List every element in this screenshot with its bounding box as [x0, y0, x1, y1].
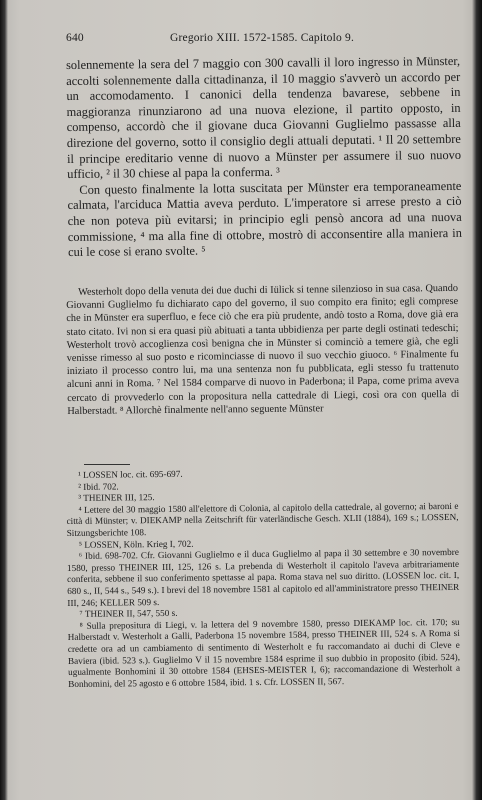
footnotes — [66, 466, 460, 690]
footnote: ¹ LOSSEN loc. cit. 695-697. — [77, 468, 183, 480]
main-paragraph: solennemente la sera del 7 maggio con 300 cavalli il loro ingresso in Münster, accolti solennemente dalla cittadinanza, il 10 maggio s'avverò un accordo per un accomodamento. I canonici della tendenza bavarese, sebbene in maggioranza rinunziarono ad una nuova elezione, il partito opposto, in compenso, accordò che il giovane duca Giovanni Guglielmo passasse alla direzione del governo, sotto il consiglio degli attuali deputati. ¹ Il 20 settembre il principe ereditario venne di nuovo a Münster per assumere il suo nuovo ufficio, ² il 30 chiese al papa la conferma. ³ — [66, 53, 462, 182]
footnote: ⁸ Sulla prepositura di Liegi, v. la lettera del 9 novembre 1580, presso DIEKAMP loc. cit. 170; su Halberstadt v. Westerholt a Galli, Paderbona 15 novembre 1584, presso THEINER III, 524 s. A Roma si credette ora ad un cambiamento di sentimento di Westerholt e fu raccomandato ai duchi di Cleve e Baviera (ibid. 523 s.). Guglielmo V il 15 novembre 1584 esprime il suo dubbio in proposito (ibid. 524), ugualmente Bonhomini il 30 ottobre 1584 (EHSES-MEISTER I, 6); raccomandazione di Westerholt a Bonhomini, del 25 agosto e 6 ottobre 1584, ibid. 1 s. Cfr. LOSSEN II, 567. — [67, 616, 461, 689]
main-paragraph: Con questo finalmente la lotta suscitata per Münster era temporaneamente calmata, l'arciduca Mattia aveva perduto. L'imperatore si arrese presto a ciò che non poteva più evitarsi; in principio egli pensò ancora ad una nuova commissione, ⁴ ma alla fine di ottobre, mostrò di acconsentire alla maniera in cui le cose si erano svolte. ⁵ — [67, 178, 462, 260]
footnote: ² Ibid. 702. — [78, 481, 119, 492]
page-number: 640 — [66, 32, 84, 44]
footnote: ³ THEINER III, 125. — [78, 492, 155, 504]
page-edge-shadow-left — [0, 0, 8, 800]
footnote: ⁴ Lettere del 30 maggio 1580 all'elettore di Colonia, al capitolo della cattedrale, al governo; ai baroni e città di Münster; v. DIEKAMP nella Zeitschrift für vaterländische Gesch. XLII (1884), 169 s.; LOSSEN, Sitzungsberichte 108. — [66, 500, 459, 538]
footnote: ⁵ LOSSEN, Köln. Krieg I, 702. — [78, 538, 194, 550]
small-print-text — [66, 282, 459, 418]
page-edge-shadow-right — [472, 0, 482, 800]
footnote: ⁷ THEINER II, 547, 550 s. — [79, 607, 178, 619]
footnote: ⁶ Ibid. 698-702. Cfr. Giovanni Guglielmo e il duca Guglielmo al papa il 30 settembre e 30 novembre 1580, presso THEINER III, 125, 126 s. La prebenda di Westerholt il capitolo l'aveva arbitrariamente conferita, sebbene il suo conferimento spettasse al papa. Roma stava nel suo diritto. (LOSSEN loc. cit. I, 680 s., II, 544 s., 549 s.). I brevi del 18 novembre 1581 al capitolo ed all'amministratore presso THEINER III, 246; KELLER 509 s. — [66, 547, 460, 608]
footnote-divider — [84, 464, 130, 465]
running-title: Gregorio XIII. 1572-1585. Capitolo 9. — [170, 32, 355, 44]
main-text — [66, 54, 462, 261]
small-paragraph: Westerholt dopo della venuta dei due duchi di Iülick si tenne silenzioso in sua casa. Quando Giovanni Guglielmo fu dichiarato capo del governo, il suo compito era finito; egli comprese che in Münster era superfluo, e fece ciò che era più prudente, andò tosto a Roma, dove già era stato citato. Ivi non si era quasi più abituati a tanta ubbidienza per parte degli ostinati tedeschi; Westerholt trovò accoglienza così benigna che in Münster si cominciò a temere già, che egli venisse rimesso al suo posto e ricominciasse di nuovo il suo vecchio giuoco. ⁶ Finalmente fu iniziato il processo contro lui, ma una sentenza non fu pubblicata, egli stesso fu trattenuto alcuni anni in Roma. ⁷ Nel 1584 comparve di nuovo in Paderbona; il Papa, come prima aveva cercato di provvederlo con la propositura nella cattedrale di Liegi, così ora con quella di Halberstadt. ⁸ Allorchè finalmente nell'anno seguente Münster — [66, 282, 460, 417]
